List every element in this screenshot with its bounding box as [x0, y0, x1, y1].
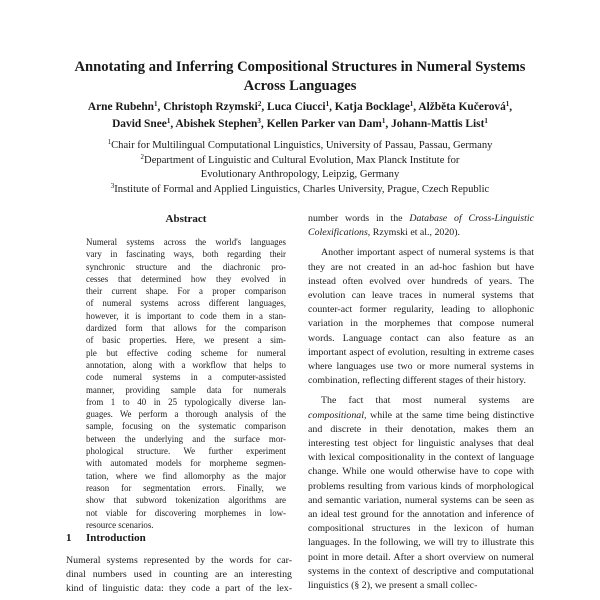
text-line: cesses that determined how they evolved in — [86, 273, 286, 284]
affiliation-mark: 1 — [484, 116, 488, 125]
text-line: of basic properties. Here, we present a sim- — [86, 335, 286, 346]
author-list — [58, 99, 542, 132]
text-line: from 1 to 40 in 25 typologically diverse lan- — [86, 396, 286, 407]
text-line: phological structure. We further experiment — [86, 446, 286, 457]
affiliation-mark: 1 — [505, 100, 510, 108]
affiliation-mark: 2 — [257, 100, 262, 108]
text-line: however, it is important to code them in a stan- — [86, 310, 286, 321]
text-line: between the underlying and the surface mor- — [86, 433, 286, 444]
text-line: code numeral systems in a computer-assisted — [86, 372, 286, 383]
section-heading — [66, 532, 296, 544]
section-title: Introduction — [86, 532, 146, 544]
author-name: Abishek Stephen — [175, 117, 258, 130]
affiliation-line: $^2$Department of Linguistic and Cultural Evolution, Max Planck Institute for — [140, 152, 460, 166]
text-line: tation, where we find allomorphy as the major — [86, 470, 286, 481]
text-line: of numeral systems across different languages, — [86, 298, 286, 309]
text-run: , Rzymski et al., 2020). — [367, 227, 460, 239]
author-name: David Snee — [112, 117, 167, 130]
affiliation-mark: 1 — [325, 100, 330, 108]
author-name: Arne Rubehn — [87, 101, 155, 113]
italic-text: compositional — [308, 409, 364, 421]
author-name: Kellen Parker van Dam — [266, 117, 382, 130]
paper-title — [60, 58, 540, 96]
text-line: vary in fascinating ways, both regarding their — [86, 249, 286, 260]
text-line: sample, focusing on the systematic comparison — [86, 421, 286, 432]
text-line: manner, providing sample data for numerals — [86, 384, 286, 395]
italic-text: Database of Cross-Linguistic Colexifications — [308, 213, 534, 239]
text-line: dinal numbers used in counting are an interesting — [66, 569, 292, 581]
text-line: dardized form that allows for the comparison — [86, 323, 286, 334]
text-line: kind of linguistic data: they code a part of the lex- — [66, 583, 292, 595]
text-line: their current shape. For a proper comparison — [86, 286, 286, 297]
affiliation-line: $^3$Institute of Formal and Applied Linguistics, Charles University, Prague, Czech Republic — [110, 181, 490, 195]
affiliation-mark: 1 — [107, 138, 112, 146]
author-name: Christoph Rzymski — [163, 101, 258, 113]
affiliation-mark: 1 — [154, 100, 158, 108]
right-paragraph-2: Another important aspect of numeral systems is that they are not created in an ad-hoc fashion but have instead often evolved over hundreds of years. The evolution can leave traces in numeral systems that counter-act former regularity, leading to allophonic variation in the morphemes that compose numeral words. Language contact can also feature as an important aspect of evolution, resulting in extreme cases where languages use two or more numeral systems in combination, reflecting different stages of their history. — [308, 247, 534, 387]
title-line-1: Annotating and Inferring Compositional Structures in Numeral Systems — [74, 59, 526, 75]
affiliation-mark: 1 — [381, 116, 386, 125]
text-run: number words in the — [308, 213, 410, 224]
affiliation-line: Evolutionary Anthropology, Leipzig, Germany — [200, 169, 400, 180]
author-name: Alžběta Kučerová — [418, 101, 506, 113]
affiliation-mark: 3 — [257, 116, 261, 125]
text-line: reason for segmentation errors. Finally, we — [86, 482, 286, 493]
author-line-1: Arne Rubehn$^1$, Christoph Rzymski$^2$, Luca Ciucci$^1$, Katja Bocklage$^1$, Alžběta Kučerová$^1$, — [87, 100, 513, 113]
author-name: Katja Bocklage — [334, 101, 410, 113]
text-line: guages. We perform a thorough analysis of the — [86, 409, 286, 420]
text-line: ple but effective coding scheme for numeral — [86, 347, 286, 358]
affiliation-mark: 3 — [110, 181, 115, 190]
affiliation-mark: 2 — [140, 152, 145, 161]
text-run: , while at the same time being distinctive and discrete in their denotation, makes them an interesting test object for linguistic analyses that deal with lexical compositionality in the context of language change. While one would otherwise have to cope with problems resulting from various kinds of morphological and semantic variation, numeral systems can be seen as an ideal test ground for the annotation and inference of compositional structures in the lexicon of human languages. In the following, we will try to illustrate this point in more detail. After a short overview on numeral systems in the context of descriptive and computational linguistics (§ 2), we present a small collec- — [308, 409, 534, 592]
text-line: annotation, along with a workflow that helps to — [86, 359, 286, 370]
right-paragraph-3 — [308, 394, 534, 593]
affiliation-mark: 1 — [409, 100, 414, 108]
affiliation-line: $^1$Chair for Multilingual Computational Linguistics, University of Passau, Passau, Germany — [107, 138, 493, 151]
right-paragraph-1 — [308, 212, 534, 240]
text-line: show that subword tokenization algorithms are — [86, 495, 286, 506]
text-run: The fact that most numeral systems are — [321, 395, 534, 407]
title-line-2: Across Languages — [243, 78, 357, 94]
text-line: Numeral systems represented by the words for car- — [66, 555, 292, 566]
text-line: not viable for discovering morphemes in low- — [86, 507, 286, 518]
author-name: Luca Ciucci — [267, 101, 326, 113]
section-number: 1 — [66, 532, 72, 544]
affiliations — [60, 139, 540, 197]
text-line: resource scenarios. — [86, 519, 154, 530]
author-name: Johann-Mattis List — [391, 117, 485, 130]
text-line: synchronic structure and the diachronic pro- — [86, 261, 286, 272]
abstract-heading: Abstract — [165, 213, 207, 225]
abstract-body — [86, 236, 286, 531]
text-line: Numeral systems across the world's languages — [86, 237, 286, 247]
affiliation-mark: 1 — [166, 116, 171, 125]
author-line-2: David Snee$^1$, Abishek Stephen$^3$, Kellen Parker van Dam$^1$, Johann-Mattis List$^1$ — [112, 116, 488, 130]
intro-paragraph — [66, 554, 292, 597]
text-line: with automated models for morpheme segmen- — [86, 458, 286, 469]
right-column — [308, 212, 534, 599]
